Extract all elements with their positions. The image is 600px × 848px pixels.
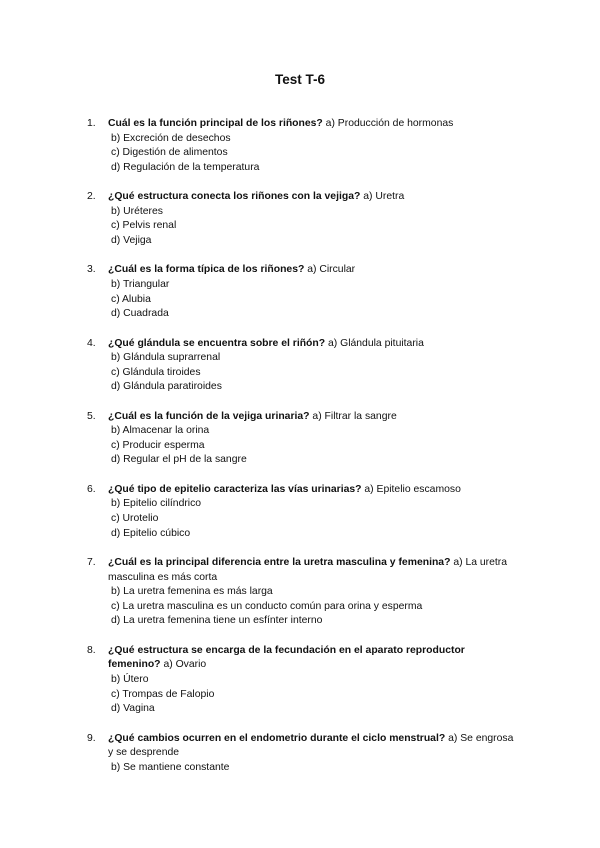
question-line bbox=[108, 410, 517, 425]
page-title: Test T-6 bbox=[274, 72, 325, 87]
option-b: b) Glándula suprarrenal bbox=[111, 352, 221, 364]
option-c: c) Digestión de alimentos bbox=[111, 147, 228, 159]
option-c: c) Producir esperma bbox=[111, 439, 205, 451]
question-line bbox=[108, 644, 517, 673]
question-line bbox=[108, 337, 517, 352]
option-b: b) La uretra femenina es más larga bbox=[111, 586, 273, 598]
question-number: 5. bbox=[87, 410, 96, 422]
question-item bbox=[87, 263, 517, 321]
option-d: d) Regular el pH de la sangre bbox=[111, 454, 247, 466]
option-a: a) Epitelio escamoso bbox=[364, 483, 461, 495]
option-a: a) Se engrosa y se desprende bbox=[108, 732, 514, 759]
option-d: d) Regulación de la temperatura bbox=[111, 161, 260, 173]
question-item bbox=[87, 644, 517, 717]
question-text: ¿Qué estructura se encarga de la fecundación en el aparato reproductor femenino? bbox=[108, 644, 465, 671]
option-d: d) La uretra femenina tiene un esfínter interno bbox=[111, 615, 323, 627]
question-text: ¿Qué tipo de epitelio caracteriza las vías urinarias? bbox=[108, 483, 362, 495]
option-c: c) La uretra masculina es un conducto común para orina y esperma bbox=[111, 600, 423, 612]
question-item bbox=[87, 337, 517, 395]
question-text: ¿Cuál es la principal diferencia entre la uretra masculina y femenina? bbox=[108, 557, 451, 569]
question-item bbox=[87, 483, 517, 541]
question-line bbox=[108, 117, 517, 132]
option-b: b) Se mantiene constante bbox=[111, 761, 230, 773]
option-b: b) Almacenar la orina bbox=[111, 425, 210, 437]
question-line bbox=[108, 483, 517, 498]
question-line bbox=[108, 556, 517, 585]
question-line bbox=[108, 732, 517, 761]
question-number: 8. bbox=[87, 644, 96, 656]
question-line bbox=[108, 263, 517, 278]
option-d: d) Glándula paratiroides bbox=[111, 381, 222, 393]
question-number: 7. bbox=[87, 557, 96, 569]
question-item bbox=[87, 190, 517, 248]
option-a: a) Filtrar la sangre bbox=[312, 410, 397, 422]
option-b: b) Epitelio cilíndrico bbox=[111, 498, 202, 510]
option-c: c) Pelvis renal bbox=[111, 220, 177, 232]
question-text: ¿Cuál es la función de la vejiga urinaria? bbox=[108, 410, 310, 422]
option-d: d) Vagina bbox=[111, 703, 155, 715]
question-number: 9. bbox=[87, 732, 96, 744]
question-number: 3. bbox=[87, 264, 96, 276]
option-c: c) Alubia bbox=[111, 293, 151, 305]
option-b: b) Excreción de desechos bbox=[111, 132, 231, 144]
question-line bbox=[108, 190, 517, 205]
question-item bbox=[87, 117, 517, 175]
question-number: 2. bbox=[87, 191, 96, 203]
option-b: b) Uréteres bbox=[111, 205, 163, 217]
question-number: 4. bbox=[87, 337, 96, 349]
question-number: 1. bbox=[87, 118, 96, 129]
question-text: ¿Cuál es la forma típica de los riñones? bbox=[108, 264, 305, 276]
question-number: 6. bbox=[87, 483, 96, 495]
option-a: a) La uretra masculina es más corta bbox=[108, 557, 508, 583]
question-text: ¿Qué estructura conecta los riñones con la vejiga? bbox=[108, 191, 361, 203]
option-a: a) Glándula pituitaria bbox=[327, 337, 424, 349]
option-a: a) Uretra bbox=[363, 191, 405, 203]
option-d: d) Cuadrada bbox=[111, 308, 169, 320]
question-text: ¿Qué glándula se encuentra sobre el riñón? bbox=[108, 337, 326, 349]
option-a: a) Ovario bbox=[163, 659, 207, 671]
option-d: d) Epitelio cúbico bbox=[111, 527, 191, 539]
option-c: c) Glándula tiroides bbox=[111, 366, 201, 378]
option-c: c) Urotelio bbox=[111, 513, 159, 525]
question-item bbox=[87, 410, 517, 468]
question-list bbox=[87, 117, 517, 790]
question-text: Cuál es la función principal de los riñones? bbox=[108, 118, 323, 129]
option-c: c) Trompas de Falopio bbox=[111, 688, 215, 700]
question-item bbox=[87, 556, 517, 629]
option-a: a) Producción de hormonas bbox=[325, 118, 454, 129]
option-b: b) Útero bbox=[111, 673, 149, 685]
option-d: d) Vejiga bbox=[111, 234, 152, 246]
question-item bbox=[87, 732, 517, 776]
question-text: ¿Qué cambios ocurren en el endometrio durante el ciclo menstrual? bbox=[108, 732, 446, 744]
option-b: b) Triangular bbox=[111, 278, 170, 290]
option-a: a) Circular bbox=[307, 264, 356, 276]
